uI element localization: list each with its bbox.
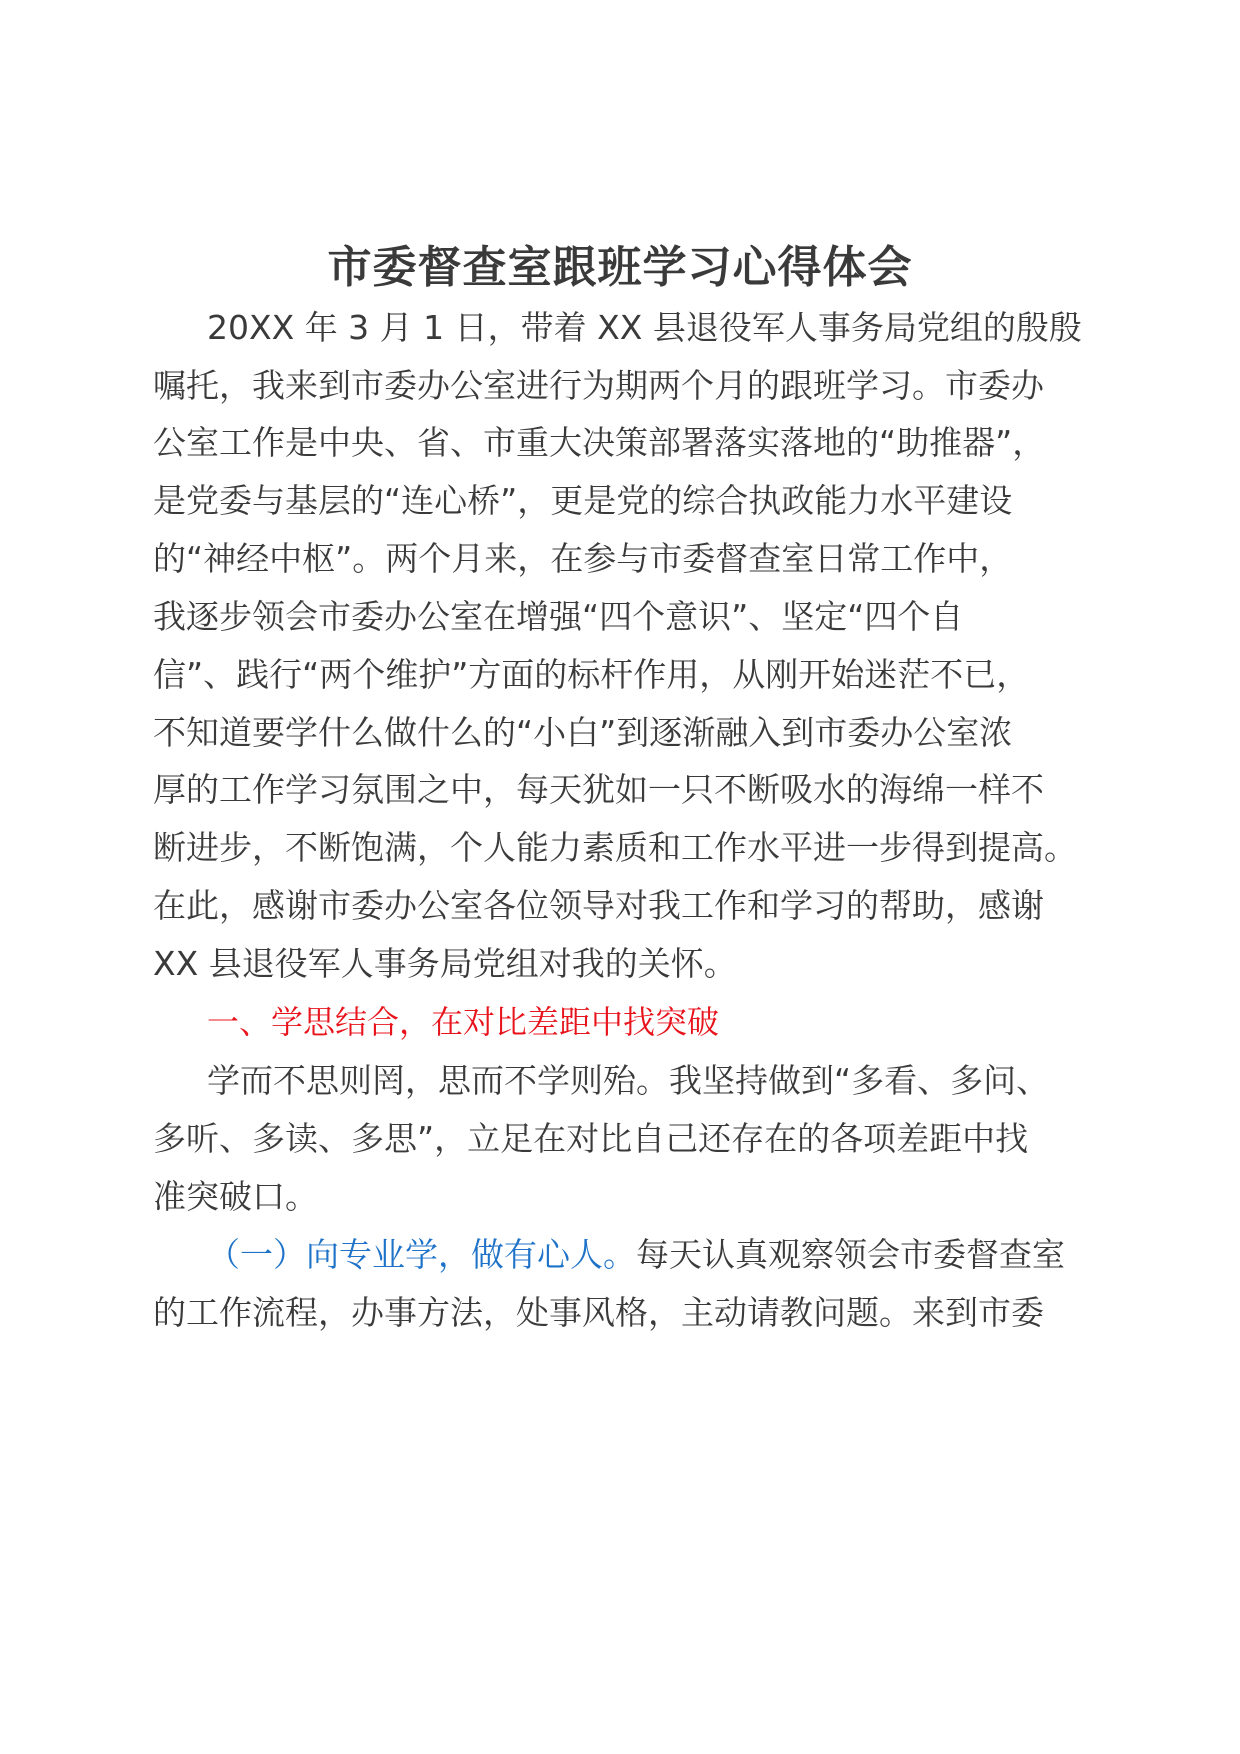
- paragraph-line: 信”、践行“两个维护”方面的标杆作用，从刚开始迷茫不已，: [153, 655, 1030, 694]
- paragraph-line: 准突破口。: [153, 1177, 318, 1216]
- paragraph-line: 的工作流程，办事方法，处事风格，主动请教问题。来到市委: [153, 1293, 1044, 1332]
- paragraph-line: 公室工作是中央、省、市重大决策部署落实落地的“助推器”，: [153, 423, 1046, 462]
- paragraph-line: 学而不思则罔，思而不学则殆。我坚持做到“多看、多问、: [207, 1061, 1050, 1100]
- document-title: 市委督查室跟班学习心得体会: [327, 242, 913, 293]
- paragraph-line: 不知道要学什么做什么的“小白”到逐渐融入到市委办公室浓: [153, 713, 1013, 752]
- paragraph-line: XX 县退役军人事务局党组对我的关怀。: [153, 944, 737, 983]
- section-heading: 一、学思结合，在对比差距中找突破: [207, 1003, 720, 1041]
- paragraph-line: 嘱托，我来到市委办公室进行为期两个月的跟班学习。市委办: [153, 366, 1044, 405]
- paragraph-line: 多听、多读、多思”，立足在对比自己还存在的各项差距中找: [153, 1119, 1029, 1158]
- paragraph-line: [207, 1233, 1065, 1277]
- paragraph-text: 每天认真观察领会市委督查室: [636, 1235, 1065, 1274]
- subsection-heading: （一）向专业学，做有心人。: [207, 1235, 636, 1274]
- paragraph-line: 20XX 年 3 月 1 日，带着 XX 县退役军人事务局党组的殷殷: [207, 308, 1082, 347]
- paragraph-line: 的“神经中枢”。两个月来，在参与市委督查室日常工作中，: [153, 539, 1013, 578]
- paragraph-line: 在此，感谢市委办公室各位领导对我工作和学习的帮助，感谢: [153, 886, 1044, 925]
- paragraph-line: 是党委与基层的“连心桥”，更是党的综合执政能力水平建设: [153, 481, 1013, 520]
- paragraph-line: 断进步，不断饱满，个人能力素质和工作水平进一步得到提高。: [153, 828, 1077, 867]
- paragraph-line: 我逐步领会市委办公室在增强“四个意识”、坚定“四个自: [153, 597, 964, 636]
- paragraph-line: 厚的工作学习氛围之中，每天犹如一只不断吸水的海绵一样不: [153, 770, 1044, 809]
